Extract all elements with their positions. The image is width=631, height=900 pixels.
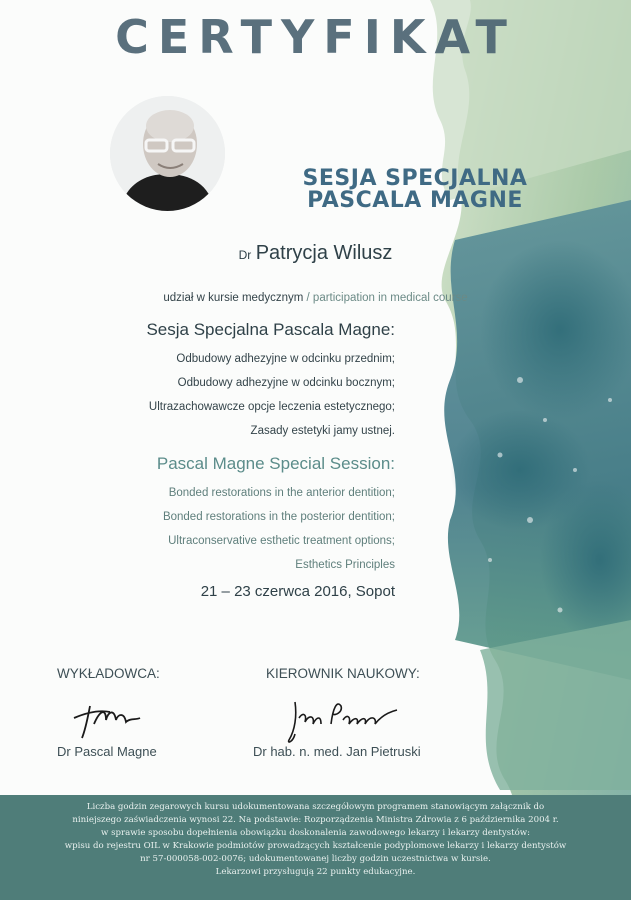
lecturer-label: WYKŁADOWCA: [57,666,160,681]
footer-band [0,795,631,900]
program-pl-heading: Sesja Specjalna Pascala Magne: [146,320,395,339]
recipient-prefix: Dr [238,248,252,262]
program-pl-item: Zasady estetyki jamy ustnej. [250,425,395,437]
session-title-line2: PASCALA MAGNE [307,188,523,213]
program-en-item: Bonded restorations in the posterior dentition; [162,511,395,523]
program-en-item: Esthetics Principles [295,559,395,571]
footer-line: w sprawie sposobu dopełnienia obowiązku doskonalenia zawodowego lekarzy i lekarzy dentystów: [101,828,530,838]
participation-pl: udział w kursie medycznym [163,292,304,304]
program-en-item: Bonded restorations in the anterior dentition; [168,487,395,499]
program-en-item: Ultraconservative esthetic treatment options; [168,535,395,547]
recipient [0,242,631,265]
program-en [157,454,395,577]
lecturer-signature [70,698,145,740]
footer-line: Liczba godzin zegarowych kursu udokumentowana szczegółowym programem stanowiącym załącznik do [86,802,545,812]
certificate-title: CERTYFIKAT [115,10,516,64]
lecturer-name: Dr Pascal Magne [57,744,157,759]
program-pl-item: Odbudowy adhezyjne w odcinku bocznym; [177,377,395,389]
supervisor-label: KIEROWNIK NAUKOWY: [266,666,420,681]
program-pl-item: Ultrazachowawcze opcje leczenia estetycznego; [148,401,395,413]
supervisor-name: Dr hab. n. med. Jan Pietruski [253,744,421,759]
supervisor-signature [285,694,405,746]
program-en-heading: Pascal Magne Special Session: [156,454,395,473]
event-date-place: 21 – 23 czerwca 2016, Sopot [200,583,395,600]
footer-line: nr 57-000058-002-0076; udokumentowanej liczby godzin uczestnictwa w kursie. [140,854,491,864]
footer-line: Lekarzowi przysługują 22 punkty edukacyjne. [215,867,416,877]
recipient-name: Patrycja Wilusz [255,242,393,264]
participation-line [0,292,631,304]
participation-separator: / [303,292,313,304]
session-title-line1: SESJA SPECJALNA [302,166,528,191]
lecturer-portrait [110,96,225,211]
program-pl [146,320,395,443]
footer-line: wpisu do rejestru OIL w Krakowie podmiotów prowadzących kształcenie podyplomowe lekarzy i lekarzy dentystów [64,841,567,851]
session-title [230,168,600,212]
program-pl-item: Odbudowy adhezyjne w odcinku przednim; [176,353,395,365]
participation-en: participation in medical course [312,292,468,304]
footer-line: niniejszego zaświadczenia wynosi 22. Na podstawie: Rozporządzenia Ministra Zdrowia z 6 października 2004 r. [72,815,559,825]
